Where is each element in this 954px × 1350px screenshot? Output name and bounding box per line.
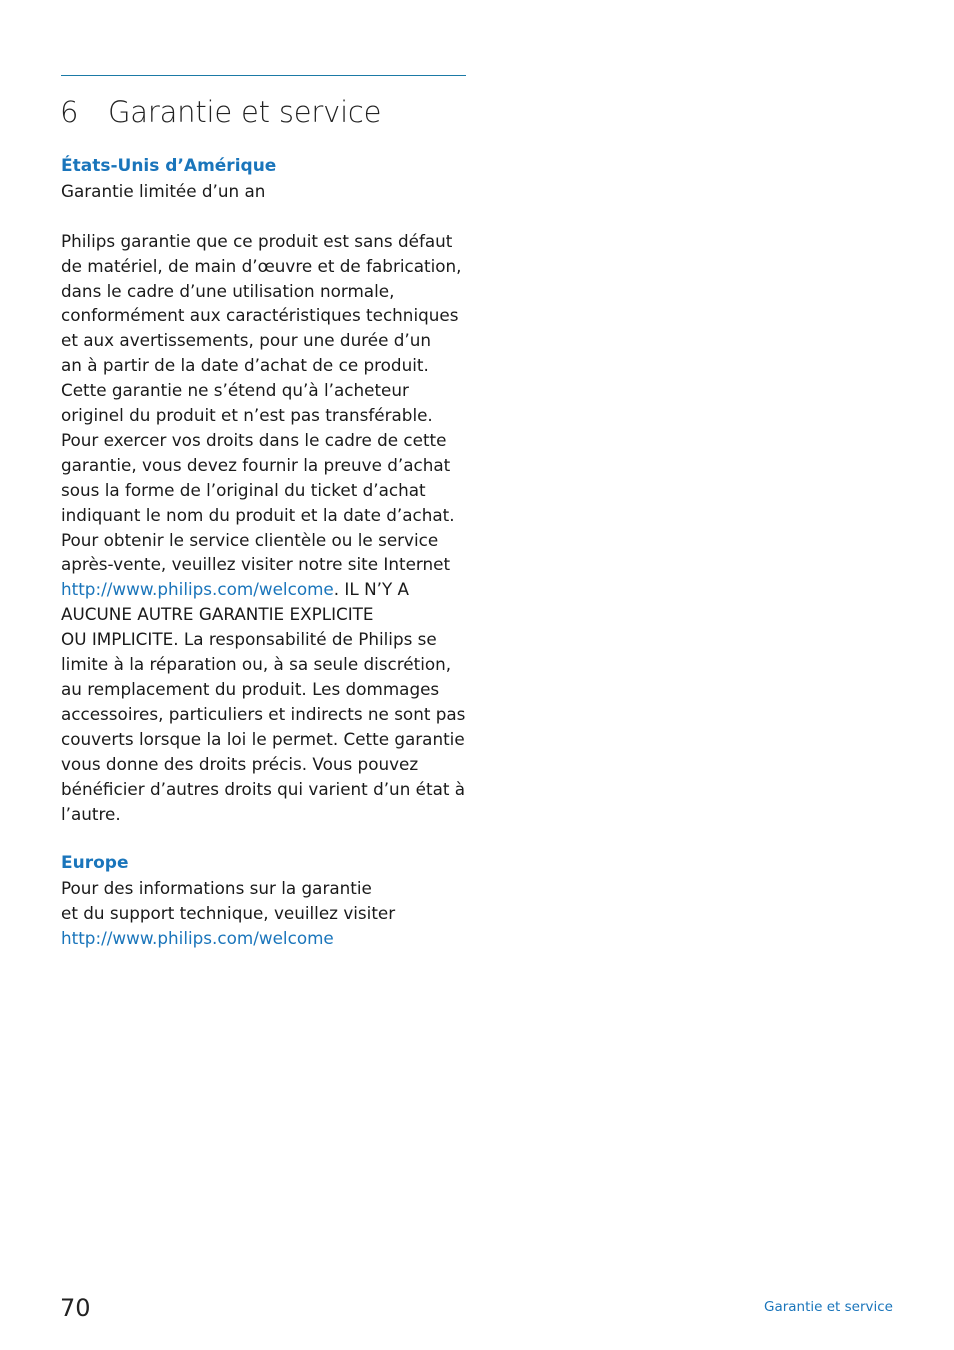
europe-heading: Europe bbox=[61, 853, 129, 874]
text-line: bénéficier d’autres droits qui varient d’un état à bbox=[61, 778, 466, 799]
text-line: au remplacement du produit. Les dommages bbox=[61, 679, 440, 700]
text-line: originel du produit et n’est pas transférable. bbox=[61, 405, 433, 426]
chapter-title-text: Garantie et service bbox=[108, 95, 382, 129]
text-line: de matériel, de main d’œuvre et de fabrication, bbox=[61, 255, 462, 276]
chapter-rule bbox=[61, 75, 466, 76]
usa-heading: États-Unis d’Amérique bbox=[61, 156, 277, 176]
text-line: limite à la réparation ou, à sa seule discrétion, bbox=[61, 654, 452, 675]
text-line: Pour des informations sur la garantie bbox=[61, 878, 372, 899]
text-line: l’autre. bbox=[61, 803, 121, 824]
europe-link-line bbox=[61, 926, 481, 951]
text-line: Cette garantie ne s’étend qu’à l’acheteur bbox=[61, 380, 409, 401]
philips-welcome-link[interactable]: http://www.philips.com/welcome bbox=[61, 579, 334, 600]
usa-link-line bbox=[61, 577, 481, 602]
text-line: après-vente, veuillez visiter notre site Internet bbox=[61, 554, 451, 575]
text-line: Pour exercer vos droits dans le cadre de cette bbox=[61, 429, 447, 450]
text-line: sous la forme de l’original du ticket d’achat bbox=[61, 479, 426, 500]
text-line: AUCUNE AUTRE GARANTIE EXPLICITE bbox=[61, 604, 374, 625]
paragraph-gap bbox=[61, 204, 481, 229]
text-line: an à partir de la date d’achat de ce produit. bbox=[61, 355, 429, 376]
page-number: 70 bbox=[60, 1294, 91, 1322]
usa-link-suffix: . IL N’Y A bbox=[333, 579, 410, 600]
text-line: garantie, vous devez fournir la preuve d’achat bbox=[61, 454, 451, 475]
text-line: dans le cadre d’une utilisation normale, bbox=[61, 280, 395, 301]
text-line: accessoires, particuliers et indirects ne sont pas bbox=[61, 703, 466, 724]
usa-warranty-text-continued bbox=[61, 602, 481, 826]
text-line: Philips garantie que ce produit est sans défaut bbox=[61, 230, 453, 251]
text-line: et du support technique, veuillez visiter bbox=[61, 903, 396, 924]
europe-welcome-link[interactable]: http://www.philips.com/welcome bbox=[61, 928, 334, 949]
usa-warranty-text bbox=[61, 229, 481, 578]
text-line: couverts lorsque la loi le permet. Cette garantie bbox=[61, 728, 465, 749]
text-line: et aux avertissements, pour une durée d’un bbox=[61, 330, 431, 351]
chapter-number: 6 bbox=[60, 95, 79, 129]
paragraph-gap bbox=[61, 826, 481, 851]
text-line: OU IMPLICITE. La responsabilité de Philips se bbox=[61, 629, 437, 650]
chapter-title bbox=[60, 95, 480, 129]
text-line: Pour obtenir le service clientèle ou le service bbox=[61, 529, 439, 550]
europe-text bbox=[61, 876, 481, 926]
usa-subtitle: Garantie limitée d’un an bbox=[61, 180, 266, 201]
running-footer: Garantie et service bbox=[763, 1299, 893, 1315]
text-line: conformément aux caractéristiques techniques bbox=[61, 305, 459, 326]
text-line: vous donne des droits précis. Vous pouvez bbox=[61, 753, 419, 774]
content-column bbox=[61, 154, 481, 951]
text-line: indiquant le nom du produit et la date d’achat. bbox=[61, 504, 455, 525]
